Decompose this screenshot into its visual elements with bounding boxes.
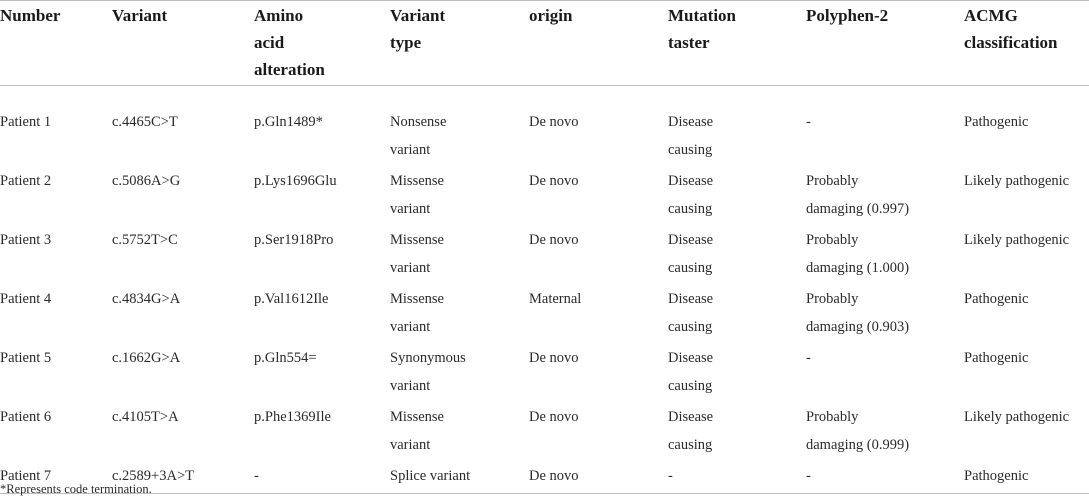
- table-row: [0, 459, 1089, 494]
- cell-amino-acid: p.Gln1489*: [254, 114, 323, 130]
- cell-amino-acid: p.Val1612Ile: [254, 291, 329, 307]
- cell-number: Patient 3: [0, 232, 52, 248]
- cell-mutation-taster: Disease causing: [668, 114, 714, 158]
- cell-variant-type: Splice variant: [390, 459, 529, 494]
- cell-origin: De novo: [529, 114, 579, 130]
- cell-variant: c.4465C>T: [112, 114, 178, 130]
- cell-amino-acid: p.Gln554=: [254, 350, 317, 366]
- cell-number: Patient 2: [0, 173, 52, 189]
- cell-variant: c.5086A>G: [112, 173, 181, 189]
- table-row: [0, 341, 1089, 400]
- cell-acmg: Likely pathogenic: [964, 409, 1070, 425]
- table-footnote: *Represents code termination.: [0, 482, 152, 496]
- cell-mutation-taster: Disease causing: [668, 409, 714, 453]
- cell-variant: c.4105T>A: [112, 409, 179, 425]
- header-acmg-classification: ACMG classification: [964, 1, 1089, 86]
- cell-number: Patient 6: [0, 409, 52, 425]
- cell-amino-acid: p.Phe1369Ile: [254, 409, 331, 425]
- cell-origin: De novo: [529, 232, 579, 248]
- cell-variant: c.2589+3A>T: [112, 459, 254, 494]
- cell-variant-type: Missense variant: [390, 232, 444, 276]
- header-polyphen-2: Polyphen-2: [806, 1, 964, 86]
- cell-variant: c.4834G>A: [112, 291, 181, 307]
- header-variant: Variant: [112, 1, 254, 86]
- header-number: Number: [0, 1, 112, 86]
- cell-origin: De novo: [529, 350, 579, 366]
- cell-variant-type: Missense variant: [390, 291, 444, 335]
- cell-polyphen: Probably damaging (0.997): [806, 173, 910, 217]
- header-amino-acid-alteration: Amino acid alteration: [254, 1, 390, 86]
- cell-variant: c.5752T>C: [112, 232, 178, 248]
- cell-origin: Maternal: [529, 291, 582, 307]
- header-origin: origin: [529, 1, 668, 86]
- cell-polyphen: -: [806, 114, 811, 130]
- cell-amino-acid: p.Ser1918Pro: [254, 232, 334, 248]
- table-row: [0, 282, 1089, 341]
- cell-number: Patient 4: [0, 291, 52, 307]
- cell-variant-type: Missense variant: [390, 173, 444, 217]
- cell-polyphen: Probably damaging (0.999): [806, 409, 910, 453]
- cell-polyphen: Probably damaging (1.000): [806, 232, 910, 276]
- table-body: [0, 86, 1089, 494]
- cell-acmg: Pathogenic: [964, 350, 1029, 366]
- cell-polyphen: Probably damaging (0.903): [806, 291, 910, 335]
- cell-amino-acid: p.Lys1696Glu: [254, 173, 337, 189]
- header-mutation-taster: Mutation taster: [668, 1, 806, 86]
- cell-variant-type: Nonsense variant: [390, 114, 447, 158]
- cell-variant: c.1662G>A: [112, 350, 181, 366]
- cell-acmg: Pathogenic: [964, 459, 1089, 494]
- cell-mutation-taster: Disease causing: [668, 173, 714, 217]
- cell-polyphen: -: [806, 350, 811, 366]
- cell-variant-type: Synonymous variant: [390, 350, 466, 394]
- cell-number: Patient 1: [0, 114, 52, 130]
- cell-origin: De novo: [529, 459, 668, 494]
- cell-mutation-taster: -: [668, 459, 806, 494]
- cell-number: Patient 5: [0, 350, 52, 366]
- cell-number: Patient 7: [0, 459, 112, 494]
- cell-mutation-taster: Disease causing: [668, 350, 714, 394]
- header-variant-type: Variant type: [390, 1, 529, 86]
- cell-polyphen: -: [806, 459, 964, 494]
- cell-acmg: Pathogenic: [964, 291, 1029, 307]
- table-row: [0, 86, 1089, 165]
- table-row: [0, 400, 1089, 459]
- cell-mutation-taster: Disease causing: [668, 291, 714, 335]
- table-header: [0, 1, 1089, 86]
- cell-acmg: Likely pathogenic: [964, 173, 1070, 189]
- cell-origin: De novo: [529, 173, 579, 189]
- table-row: [0, 223, 1089, 282]
- cell-origin: De novo: [529, 409, 579, 425]
- cell-mutation-taster: Disease causing: [668, 232, 714, 276]
- header-row: [0, 1, 1089, 86]
- cell-variant-type: Missense variant: [390, 409, 444, 453]
- cell-amino-acid: -: [254, 459, 390, 494]
- cell-acmg: Likely pathogenic: [964, 232, 1070, 248]
- cell-acmg: Pathogenic: [964, 114, 1029, 130]
- table-row: [0, 164, 1089, 223]
